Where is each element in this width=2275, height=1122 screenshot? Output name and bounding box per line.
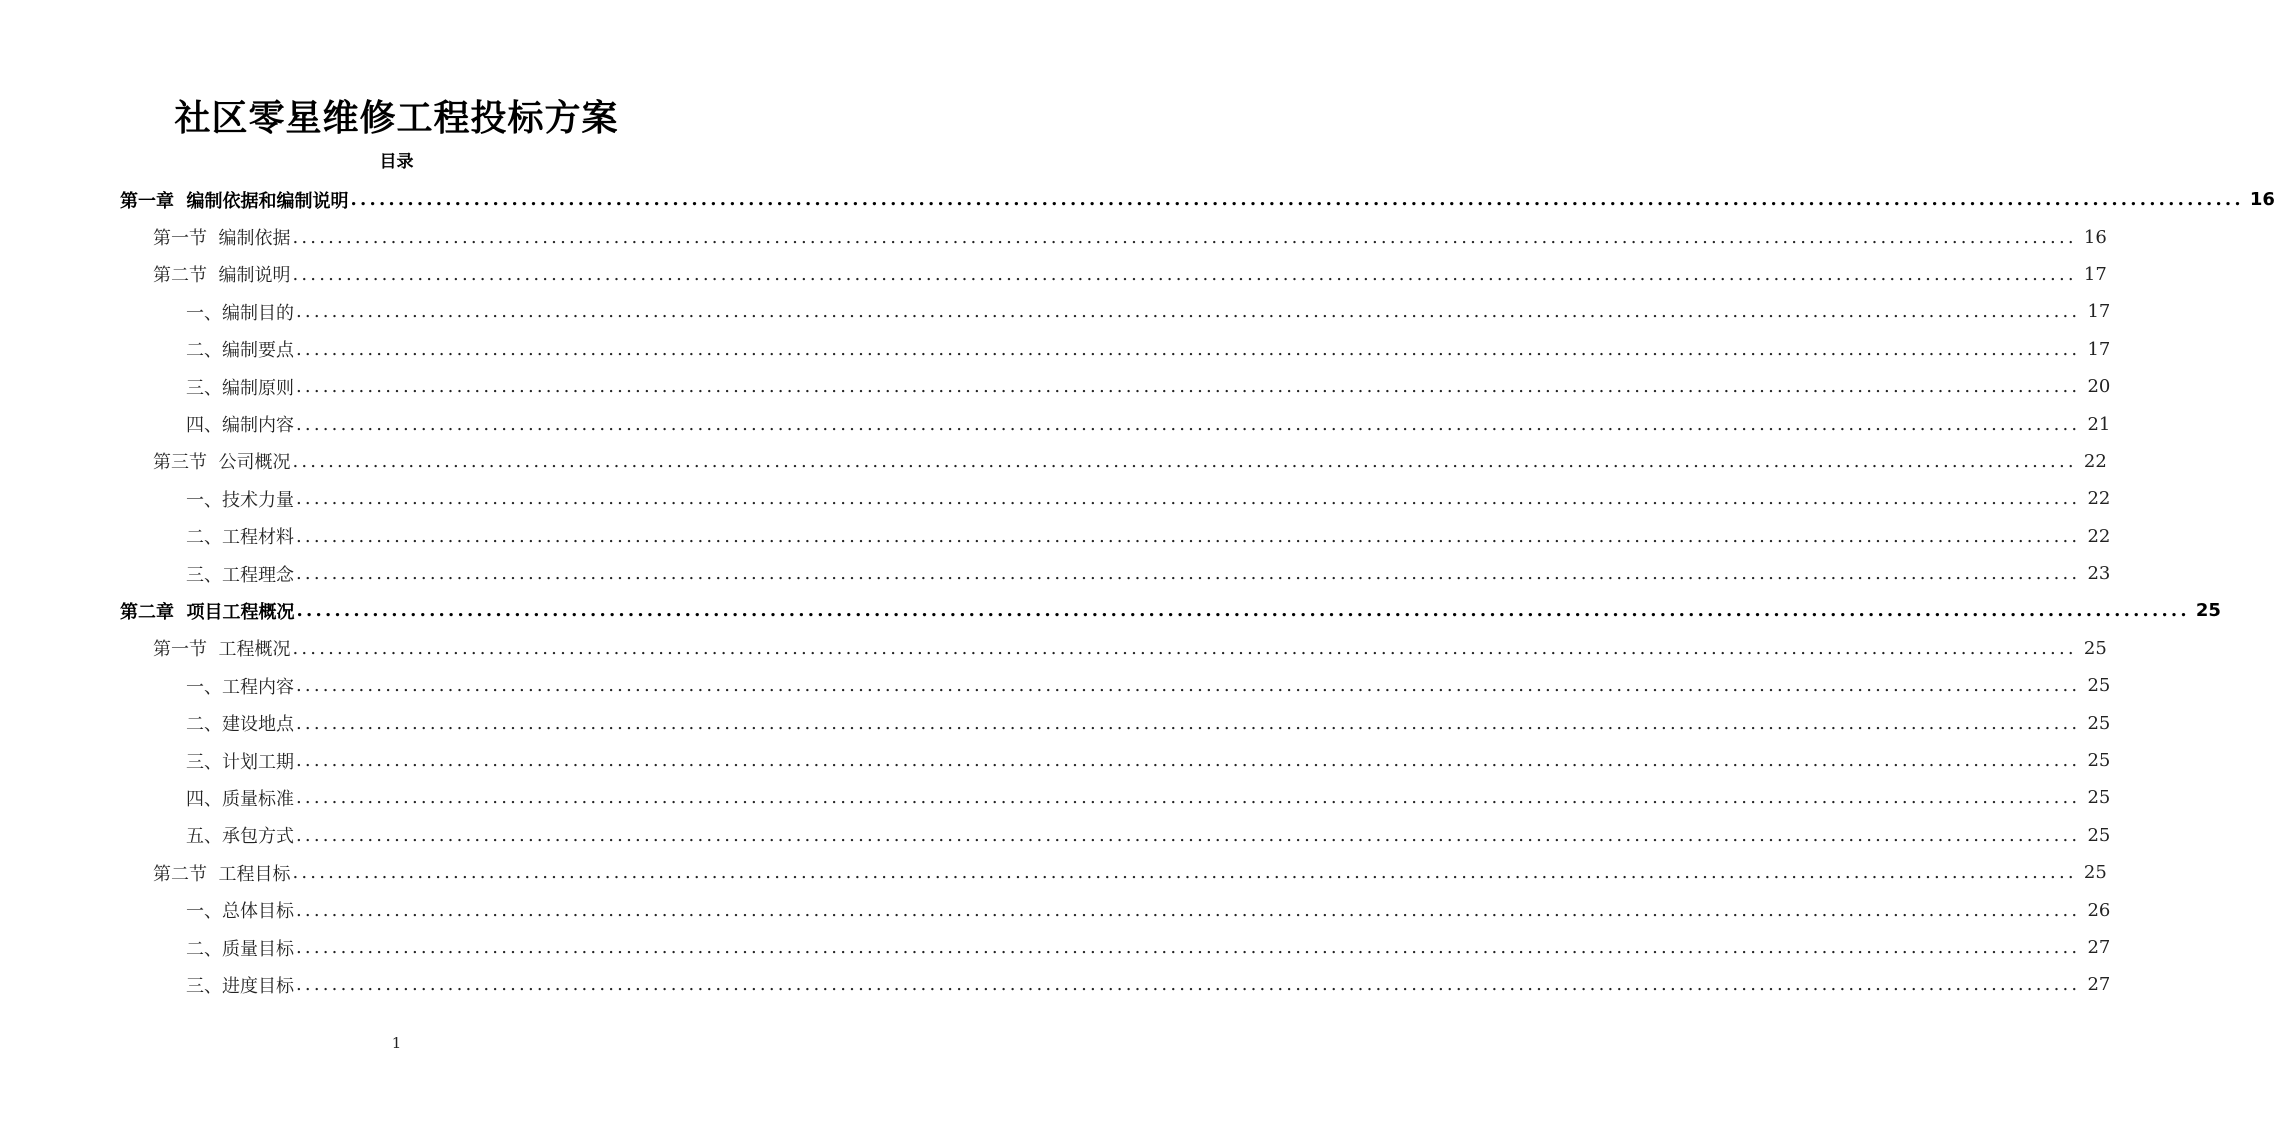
- toc-section-entry[interactable]: [0, 630, 2107, 667]
- toc-entry-label: 三、进度目标: [186, 975, 294, 997]
- toc-dot-leader: ........................................................................................................................................................................................................: [296, 376, 2081, 398]
- toc-dot-leader: ........................................................................................................................................................................................................: [296, 525, 2081, 547]
- toc-dot-leader: ........................................................................................................................................................................................................: [296, 301, 2081, 323]
- toc-entry-label: 五、承包方式: [186, 826, 294, 848]
- toc-entry-page: 25: [2083, 862, 2107, 884]
- toc-entry-label: 二、工程材料: [186, 527, 294, 549]
- toc-entry-label: 二、编制要点: [186, 340, 294, 362]
- toc-dot-leader: ........................................................................................................................................................................................................: [292, 263, 2077, 285]
- toc-entry-page: 23: [2087, 563, 2111, 585]
- toc-entry-label: 一、工程内容: [186, 676, 294, 698]
- toc-section-entry[interactable]: [0, 854, 2107, 891]
- toc-entry-label: 三、计划工期: [186, 751, 294, 773]
- toc-entry-label: 二、质量目标: [186, 938, 294, 960]
- toc-dot-leader: ........................................................................................................................................................................................................: [296, 974, 2081, 996]
- toc-dot-leader: ........................................................................................................................................................................................................: [350, 189, 2244, 211]
- toc-entry-page: 25: [2087, 712, 2111, 734]
- page-number: 1: [391, 1034, 402, 1052]
- toc-entry-label: 一、总体目标: [186, 901, 294, 923]
- document-title: 社区零星维修工程投标方案: [174, 97, 619, 139]
- toc-entry-label: 第二章 项目工程概况: [120, 601, 295, 623]
- toc-subsection-entry[interactable]: [0, 742, 2111, 779]
- toc-entry-label: 一、编制目的: [186, 302, 294, 324]
- toc-entry-page: 22: [2087, 525, 2111, 547]
- toc-dot-leader: ........................................................................................................................................................................................................: [296, 750, 2081, 772]
- toc-dot-leader: ........................................................................................................................................................................................................: [296, 413, 2081, 435]
- toc-dot-leader: ........................................................................................................................................................................................................: [292, 226, 2077, 248]
- toc-entry-page: 16: [2249, 189, 2275, 211]
- toc-entry-page: 25: [2087, 750, 2111, 772]
- toc-subsection-entry[interactable]: [0, 405, 2111, 442]
- toc-dot-leader: ........................................................................................................................................................................................................: [296, 563, 2081, 585]
- toc-subsection-entry[interactable]: [0, 518, 2111, 555]
- toc-entry-page: 25: [2087, 675, 2111, 697]
- table-of-contents: [0, 181, 2275, 1004]
- toc-entry-page: 26: [2087, 899, 2111, 921]
- toc-entry-label: 二、建设地点: [186, 714, 294, 736]
- toc-entry-label: 第一节 工程概况: [153, 639, 291, 661]
- toc-subsection-entry[interactable]: [0, 293, 2111, 330]
- toc-subsection-entry[interactable]: [0, 779, 2111, 816]
- toc-section-entry[interactable]: [0, 218, 2107, 255]
- toc-entry-page: 22: [2087, 488, 2111, 510]
- toc-dot-leader: ........................................................................................................................................................................................................: [296, 787, 2081, 809]
- toc-dot-leader: ........................................................................................................................................................................................................: [296, 488, 2081, 510]
- toc-entry-page: 22: [2083, 450, 2107, 472]
- toc-dot-leader: ........................................................................................................................................................................................................: [296, 600, 2190, 622]
- toc-dot-leader: ........................................................................................................................................................................................................: [296, 675, 2081, 697]
- toc-subsection-entry[interactable]: [0, 817, 2111, 854]
- toc-entry-page: 20: [2087, 376, 2111, 398]
- toc-entry-page: 21: [2087, 413, 2111, 435]
- toc-entry-label: 第一章 编制依据和编制说明: [120, 190, 349, 212]
- toc-dot-leader: ........................................................................................................................................................................................................: [296, 338, 2081, 360]
- toc-subsection-entry[interactable]: [0, 331, 2111, 368]
- toc-subsection-entry[interactable]: [0, 480, 2111, 517]
- toc-entry-page: 25: [2195, 600, 2221, 622]
- toc-section-entry[interactable]: [0, 443, 2107, 480]
- toc-entry-page: 17: [2083, 263, 2107, 285]
- toc-heading: 目录: [379, 152, 414, 172]
- toc-entry-label: 第三节 公司概况: [153, 452, 291, 474]
- toc-dot-leader: ........................................................................................................................................................................................................: [292, 637, 2077, 659]
- toc-entry-label: 第二节 工程目标: [153, 863, 291, 885]
- toc-entry-label: 三、工程理念: [186, 564, 294, 586]
- toc-subsection-entry[interactable]: [0, 929, 2111, 966]
- toc-subsection-entry[interactable]: [0, 667, 2111, 704]
- toc-dot-leader: ........................................................................................................................................................................................................: [292, 450, 2077, 472]
- toc-entry-label: 四、编制内容: [186, 415, 294, 437]
- toc-section-entry[interactable]: [0, 256, 2107, 293]
- toc-subsection-entry[interactable]: [0, 368, 2111, 405]
- toc-entry-page: 16: [2083, 226, 2107, 248]
- toc-subsection-entry[interactable]: [0, 966, 2111, 1003]
- toc-entry-label: 第二节 编制说明: [153, 265, 291, 287]
- toc-entry-label: 第一节 编制依据: [153, 228, 291, 250]
- toc-dot-leader: ........................................................................................................................................................................................................: [296, 824, 2081, 846]
- toc-dot-leader: ........................................................................................................................................................................................................: [296, 899, 2081, 921]
- toc-dot-leader: ........................................................................................................................................................................................................: [296, 712, 2081, 734]
- toc-entry-page: 25: [2087, 787, 2111, 809]
- toc-chapter-entry[interactable]: [0, 181, 2275, 218]
- toc-subsection-entry[interactable]: [0, 555, 2111, 592]
- toc-entry-page: 27: [2087, 974, 2111, 996]
- toc-entry-label: 四、质量标准: [186, 788, 294, 810]
- toc-subsection-entry[interactable]: [0, 704, 2111, 741]
- toc-dot-leader: ........................................................................................................................................................................................................: [292, 862, 2077, 884]
- toc-entry-page: 25: [2083, 637, 2107, 659]
- toc-entry-page: 27: [2087, 937, 2111, 958]
- toc-entry-page: 17: [2087, 338, 2111, 360]
- toc-entry-label: 一、技术力量: [186, 489, 294, 511]
- toc-entry-label: 三、编制原则: [186, 377, 294, 399]
- toc-entry-page: 17: [2087, 301, 2111, 323]
- toc-dot-leader: ........................................................................................................................................................................................................: [296, 937, 2081, 958]
- toc-subsection-entry[interactable]: [0, 891, 2111, 928]
- toc-entry-page: 25: [2087, 824, 2111, 846]
- toc-chapter-entry[interactable]: [0, 592, 2221, 629]
